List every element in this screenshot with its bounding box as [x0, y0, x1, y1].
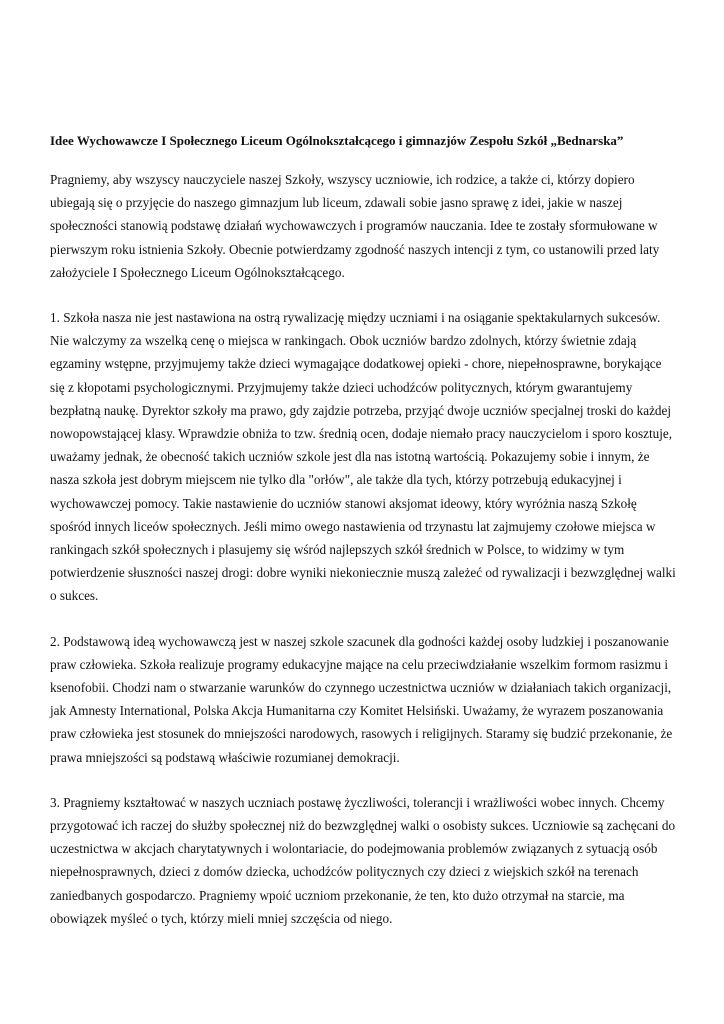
- paragraph-2: 2. Podstawową ideą wychowawczą jest w naszej szkole szacunek dla godności każdej osoby ludzkiej i poszanowanie praw człowieka. Szkoła realizuje programy edukacyjne mające na celu przeciwdziałanie wszelkim formom rasizmu i ksenofobii. Chodzi nam o stwarzanie warunków do czynnego uczestnictwa uczniów w działaniach takich organizacji, jak Amnesty International, Polska Akcja Humanitarna czy Komitet Helsiński. Uważamy, że wyrazem poszanowania praw człowieka jest stosunek do mniejszości narodowych, rasowych i religijnych. Staramy się budzić przekonanie, że prawa mniejszości są podstawą właściwie rozumianej demokracji.: [50, 633, 673, 765]
- paragraph-1: 1. Szkoła nasza nie jest nastawiona na ostrą rywalizację między uczniami i na osiąganie spektakularnych sukcesów. Nie walczymy za wszelką cenę o miejsca w rankingach. Obok uczniów bardzo zdolnych, którzy świetnie zdają egzaminy wstępne, przyjmujemy także dzieci wymagające dodatkowej opieki - chore, niepełnosprawne, borykające się z kłopotami psychologicznymi. Przyjmujemy także dzieci uchodźców politycznych, którym gwarantujemy bezpłatną naukę. Dyrektor szkoły ma prawo, gdy zajdzie potrzeba, przyjąć dwoje uczniów specjalnej troski do każdej nowopowstającej klasy. Wprawdzie obniża to tzw. średnią ocen, dodaje niemało pracy nauczycielom i sporo kosztuje, uważamy jednak, że obecność takich uczniów szkole jest dla nas istotną wartością. Pokazujemy sobie i innym, że nasza szkoła jest dobrym miejscem nie tylko dla "orłów", ale także dla tych, którzy potrzebują edukacyjnej i wychowawczej pomocy. Takie nastawienie do uczniów stanowi aksjomat ideowy, który wyróżnia naszą Szkołę spośród innych liceów społecznych. Jeśli mimo owego nastawienia od trzynastu lat zajmujemy czołowe miejsca w rankingach szkół społecznych i plasujemy się wśród najlepszych szkół średnich w Polsce, to widzimy w tym potwierdzenie słuszności naszej drogi: dobre wyniki niekoniecznie muszą zależeć od rywalizacji i bezwzględnej walki o sukces.: [50, 310, 676, 604]
- document-body: [50, 132, 676, 952]
- document-title: Idee Wychowawcze I Społecznego Liceum Ogólnokształcącego i gimnazjów Zespołu Szkół „Bednarska”: [50, 133, 624, 148]
- paragraph-3: 3. Pragniemy kształtować w naszych uczniach postawę życzliwości, tolerancji i wrażliwości wobec innych. Chcemy przygotować ich raczej do służby społecznej niż do bezwzględnej walki o osobisty sukces. Uczniowie są zachęcani do uczestnictwa w akcjach charytatywnych i wolontariacie, do podejmowania problemów związanych z sytuacją osób niepełnosprawnych, dzieci z domów dziecka, uchodźców politycznych czy dzieci z wiejskich szkół na terenach zaniedbanych gospodarczo. Pragniemy wpoić uczniom przekonanie, że ten, kto dużo otrzymał na starcie, ma obowiązek myśleć o tych, którzy mieli mniej szczęścia od niego.: [50, 794, 676, 926]
- intro-paragraph: Pragniemy, aby wszyscy nauczyciele naszej Szkoły, wszyscy uczniowie, ich rodzice, a także ci, którzy dopiero ubiegają się o przyjęcie do naszego gimnazjum lub liceum, zdawali sobie jasno sprawę z idei, jakie w naszej społeczności stanowią podstawę działań wychowawczych i programów nauczania. Idee te zostały sformułowane w pierwszym roku istnienia Szkoły. Obecnie potwierdzamy zgodność naszych intencji z tym, co ustanowili przed laty założyciele I Społecznego Liceum Ogólnokształcącego.: [50, 172, 660, 280]
